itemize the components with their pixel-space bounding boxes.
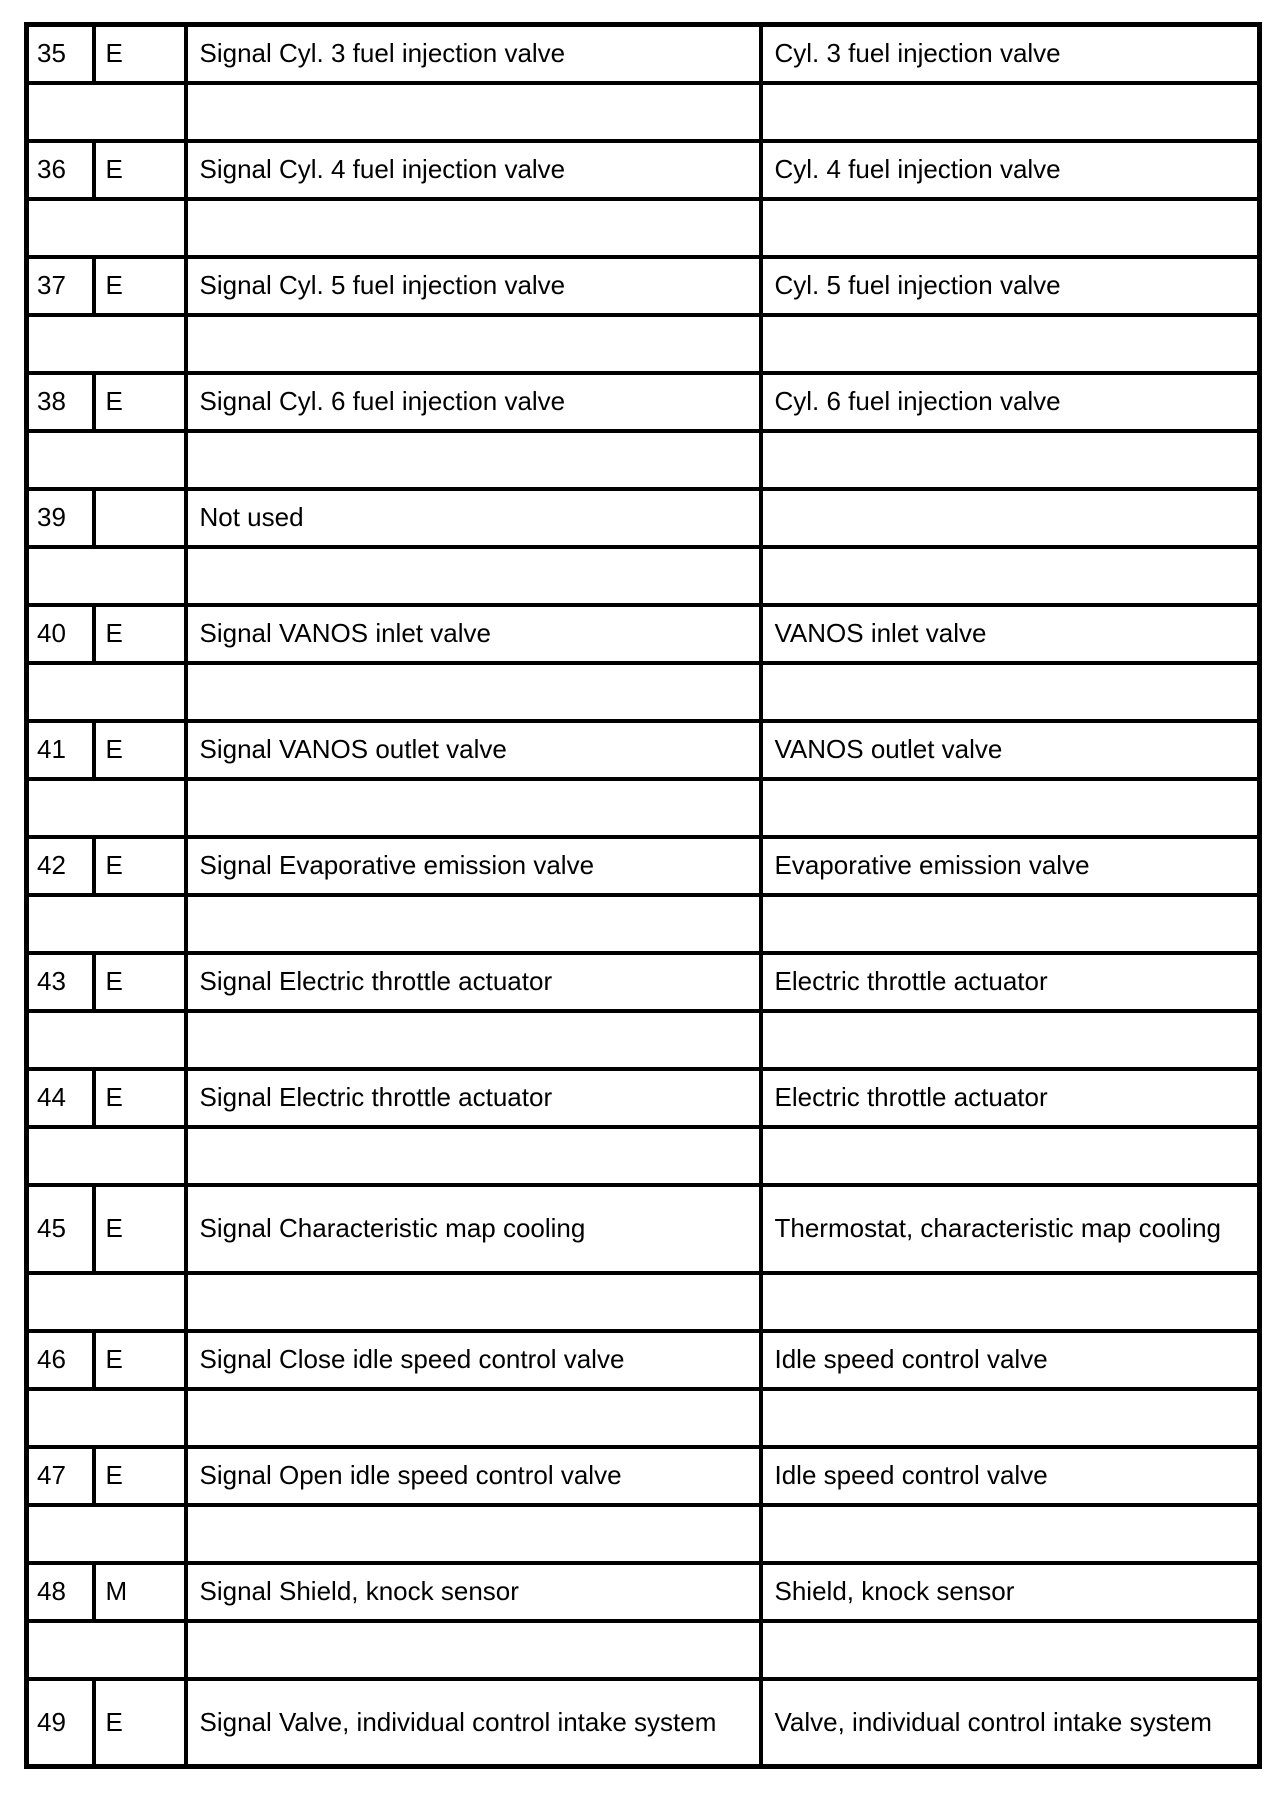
pin-number-cell: 47 bbox=[27, 1447, 94, 1505]
spacer-row bbox=[27, 315, 1260, 373]
spacer-row bbox=[27, 547, 1260, 605]
spacer-row bbox=[27, 1127, 1260, 1185]
spacer-cell bbox=[186, 1127, 761, 1185]
signal-description-cell: Signal VANOS outlet valve bbox=[186, 721, 761, 779]
pin-number-cell: 39 bbox=[27, 489, 94, 547]
pin-type-cell: E bbox=[94, 141, 186, 199]
spacer-cell bbox=[761, 1505, 1260, 1563]
table-row bbox=[27, 1447, 1260, 1505]
spacer-cell bbox=[27, 1127, 186, 1185]
spacer-cell bbox=[186, 199, 761, 257]
spacer-cell bbox=[186, 1273, 761, 1331]
spacer-cell bbox=[27, 431, 186, 489]
signal-description-cell: Signal Electric throttle actuator bbox=[186, 953, 761, 1011]
spacer-cell bbox=[761, 199, 1260, 257]
table-row bbox=[27, 721, 1260, 779]
signal-description-cell: Signal Cyl. 5 fuel injection valve bbox=[186, 257, 761, 315]
pin-number-cell: 48 bbox=[27, 1563, 94, 1621]
table-row bbox=[27, 1185, 1260, 1273]
component-cell: Electric throttle actuator bbox=[761, 1069, 1260, 1127]
pin-type-cell: M bbox=[94, 1563, 186, 1621]
table-row bbox=[27, 257, 1260, 315]
spacer-cell bbox=[761, 431, 1260, 489]
pin-type-cell: E bbox=[94, 1069, 186, 1127]
spacer-cell bbox=[186, 779, 761, 837]
spacer-cell bbox=[27, 1621, 186, 1679]
spacer-row bbox=[27, 1621, 1260, 1679]
pin-type-cell: E bbox=[94, 1185, 186, 1273]
spacer-row bbox=[27, 1505, 1260, 1563]
spacer-cell bbox=[186, 83, 761, 141]
spacer-cell bbox=[761, 1127, 1260, 1185]
component-cell: Evaporative emission valve bbox=[761, 837, 1260, 895]
pin-number-cell: 37 bbox=[27, 257, 94, 315]
signal-description-cell: Signal Cyl. 3 fuel injection valve bbox=[186, 25, 761, 83]
pin-assignment-table bbox=[24, 22, 1262, 1769]
pin-number-cell: 44 bbox=[27, 1069, 94, 1127]
component-cell: Idle speed control valve bbox=[761, 1331, 1260, 1389]
spacer-cell bbox=[27, 1273, 186, 1331]
pin-number-cell: 43 bbox=[27, 953, 94, 1011]
spacer-cell bbox=[761, 895, 1260, 953]
signal-description-cell: Signal Open idle speed control valve bbox=[186, 1447, 761, 1505]
spacer-row bbox=[27, 895, 1260, 953]
table-row bbox=[27, 605, 1260, 663]
table-row bbox=[27, 373, 1260, 431]
component-cell: Shield, knock sensor bbox=[761, 1563, 1260, 1621]
spacer-cell bbox=[186, 547, 761, 605]
component-cell: VANOS outlet valve bbox=[761, 721, 1260, 779]
pin-number-cell: 46 bbox=[27, 1331, 94, 1389]
spacer-row bbox=[27, 663, 1260, 721]
spacer-cell bbox=[27, 1505, 186, 1563]
spacer-row bbox=[27, 431, 1260, 489]
spacer-row bbox=[27, 199, 1260, 257]
spacer-cell bbox=[761, 547, 1260, 605]
spacer-cell bbox=[27, 199, 186, 257]
signal-description-cell: Signal Close idle speed control valve bbox=[186, 1331, 761, 1389]
signal-description-cell: Not used bbox=[186, 489, 761, 547]
component-cell: Cyl. 4 fuel injection valve bbox=[761, 141, 1260, 199]
spacer-cell bbox=[27, 547, 186, 605]
spacer-cell bbox=[27, 663, 186, 721]
signal-description-cell: Signal Cyl. 4 fuel injection valve bbox=[186, 141, 761, 199]
spacer-row bbox=[27, 779, 1260, 837]
component-cell: Cyl. 3 fuel injection valve bbox=[761, 25, 1260, 83]
pin-number-cell: 41 bbox=[27, 721, 94, 779]
spacer-cell bbox=[761, 779, 1260, 837]
spacer-cell bbox=[761, 1011, 1260, 1069]
spacer-row bbox=[27, 1389, 1260, 1447]
spacer-cell bbox=[186, 895, 761, 953]
pin-number-cell: 45 bbox=[27, 1185, 94, 1273]
pin-number-cell: 36 bbox=[27, 141, 94, 199]
table-row bbox=[27, 837, 1260, 895]
table-row bbox=[27, 1679, 1260, 1767]
spacer-cell bbox=[761, 83, 1260, 141]
signal-description-cell: Signal Valve, individual control intake system bbox=[186, 1679, 761, 1767]
pin-number-cell: 35 bbox=[27, 25, 94, 83]
spacer-cell bbox=[27, 1389, 186, 1447]
spacer-cell bbox=[27, 83, 186, 141]
signal-description-cell: Signal Shield, knock sensor bbox=[186, 1563, 761, 1621]
spacer-cell bbox=[186, 1011, 761, 1069]
pin-number-cell: 38 bbox=[27, 373, 94, 431]
spacer-row bbox=[27, 83, 1260, 141]
spacer-cell bbox=[186, 1389, 761, 1447]
pin-number-cell: 42 bbox=[27, 837, 94, 895]
component-cell: Thermostat, characteristic map cooling bbox=[761, 1185, 1260, 1273]
table-row bbox=[27, 489, 1260, 547]
pin-type-cell: E bbox=[94, 605, 186, 663]
component-cell: VANOS inlet valve bbox=[761, 605, 1260, 663]
signal-description-cell: Signal Evaporative emission valve bbox=[186, 837, 761, 895]
pin-type-cell: E bbox=[94, 837, 186, 895]
pin-type-cell bbox=[94, 489, 186, 547]
spacer-cell bbox=[27, 895, 186, 953]
spacer-cell bbox=[761, 315, 1260, 373]
signal-description-cell: Signal Electric throttle actuator bbox=[186, 1069, 761, 1127]
spacer-cell bbox=[761, 1389, 1260, 1447]
signal-description-cell: Signal VANOS inlet valve bbox=[186, 605, 761, 663]
pin-type-cell: E bbox=[94, 1331, 186, 1389]
signal-description-cell: Signal Characteristic map cooling bbox=[186, 1185, 761, 1273]
pin-number-cell: 40 bbox=[27, 605, 94, 663]
table-row bbox=[27, 141, 1260, 199]
spacer-cell bbox=[186, 431, 761, 489]
pin-type-cell: E bbox=[94, 373, 186, 431]
component-cell: Cyl. 6 fuel injection valve bbox=[761, 373, 1260, 431]
table-row bbox=[27, 953, 1260, 1011]
spacer-cell bbox=[761, 663, 1260, 721]
spacer-cell bbox=[27, 779, 186, 837]
pin-type-cell: E bbox=[94, 1447, 186, 1505]
table-row bbox=[27, 1331, 1260, 1389]
pin-type-cell: E bbox=[94, 25, 186, 83]
pin-type-cell: E bbox=[94, 1679, 186, 1767]
table-row bbox=[27, 1563, 1260, 1621]
spacer-cell bbox=[761, 1621, 1260, 1679]
table-row bbox=[27, 1069, 1260, 1127]
spacer-cell bbox=[186, 1621, 761, 1679]
spacer-cell bbox=[27, 1011, 186, 1069]
component-cell bbox=[761, 489, 1260, 547]
signal-description-cell: Signal Cyl. 6 fuel injection valve bbox=[186, 373, 761, 431]
spacer-row bbox=[27, 1273, 1260, 1331]
pin-type-cell: E bbox=[94, 257, 186, 315]
spacer-cell bbox=[27, 315, 186, 373]
component-cell: Electric throttle actuator bbox=[761, 953, 1260, 1011]
spacer-cell bbox=[186, 663, 761, 721]
pin-number-cell: 49 bbox=[27, 1679, 94, 1767]
pin-type-cell: E bbox=[94, 953, 186, 1011]
component-cell: Idle speed control valve bbox=[761, 1447, 1260, 1505]
spacer-cell bbox=[761, 1273, 1260, 1331]
spacer-cell bbox=[186, 1505, 761, 1563]
spacer-row bbox=[27, 1011, 1260, 1069]
pin-type-cell: E bbox=[94, 721, 186, 779]
component-cell: Valve, individual control intake system bbox=[761, 1679, 1260, 1767]
component-cell: Cyl. 5 fuel injection valve bbox=[761, 257, 1260, 315]
spacer-cell bbox=[186, 315, 761, 373]
table-row bbox=[27, 25, 1260, 83]
